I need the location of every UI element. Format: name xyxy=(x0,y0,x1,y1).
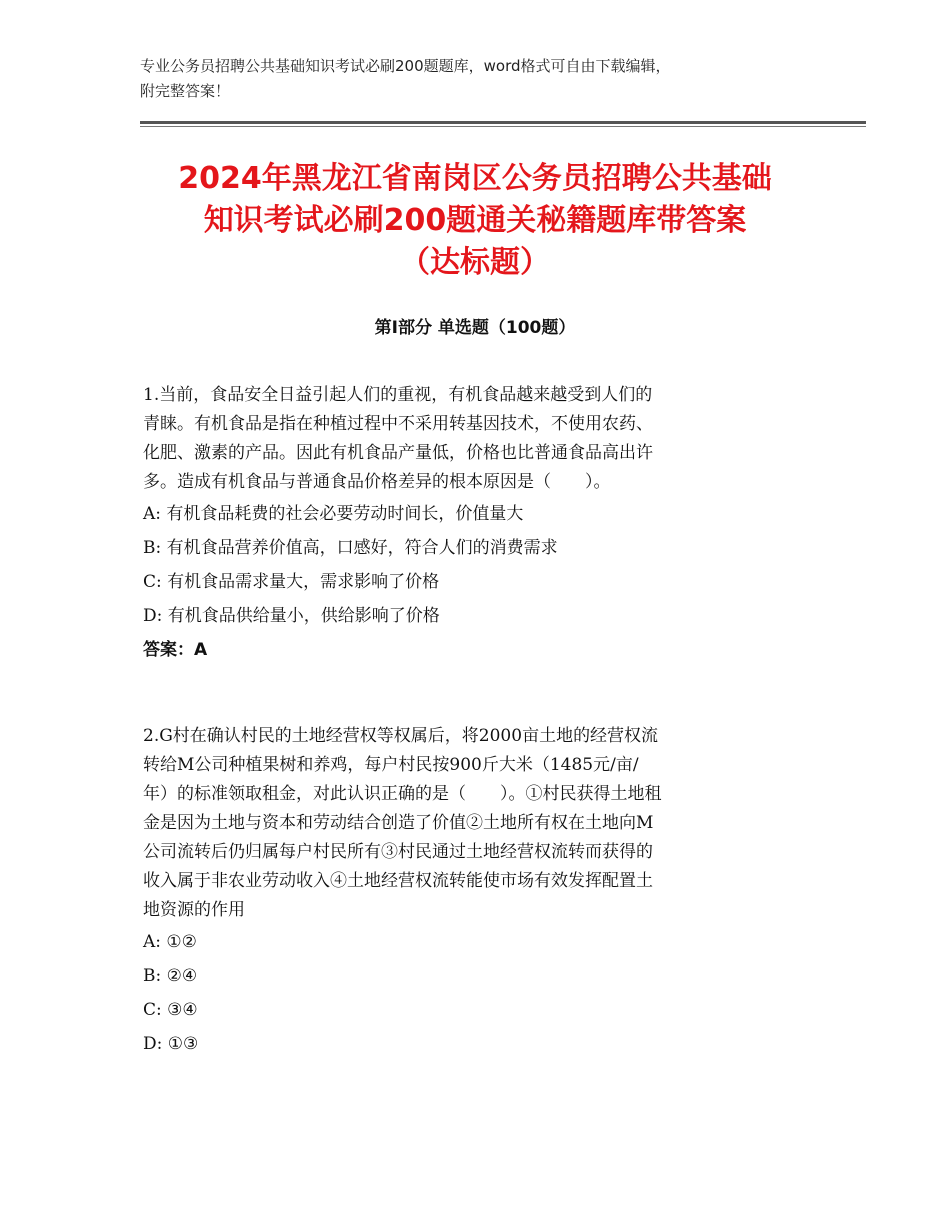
title-line-1: 2024年黑龙江省南岗区公务员招聘公共基础 xyxy=(178,161,772,196)
header-divider-thick xyxy=(140,121,866,124)
question-1-answer: 答案：A xyxy=(143,640,208,660)
question-2-option-d: D: ①③ xyxy=(143,1034,199,1054)
question-2-option-a: A: ①② xyxy=(143,932,197,952)
header-divider-thin xyxy=(140,126,866,127)
question-1-stem: 1.当前，食品安全日益引起人们的重视，有机食品越来越受到人们的 青睐。有机食品是指在种植过程中不采用转基因技术，不使用农药、 化肥、激素的产品。因此有机食品产量低，价格也比普通食品高出许 多。造成有机食品与普通食品价格差异的根本原因是（ ）。 xyxy=(143,385,653,492)
header-note-line-2: 附完整答案！ xyxy=(140,82,231,100)
section-title: 第Ⅰ部分 单选题（100题） xyxy=(374,318,576,338)
title-line-2: 知识考试必刷200题通关秘籍题库带答案 xyxy=(203,203,747,238)
question-1-option-a: A: 有机食品耗费的社会必要劳动时间长，价值量大 xyxy=(143,504,524,524)
question-2-stem: 2.G村在确认村民的土地经营权等权属后，将2000亩土地的经营权流 转给M公司种植果树和养鸡，每户村民按900斤大米（1485元/亩/ 年）的标准领取租金，对此认识正确的是（ ）。①村民获得土地租 金是因为土地与资本和劳动结合创造了价值②土地所有权在土地向M 公司流转后仍归属每户村民所有③村民通过土地经营权流转而获得的 收入属于非农业劳动收入④土地经营权流转能使市场有效发挥配置土 地资源的作用 xyxy=(143,726,662,920)
question-2-option-b: B: ②④ xyxy=(143,966,198,986)
question-2 xyxy=(143,722,803,1061)
header-note xyxy=(140,54,830,104)
question-1-option-b: B: 有机食品营养价值高，口感好，符合人们的消费需求 xyxy=(143,538,558,558)
question-1-option-c: C: 有机食品需求量大，需求影响了价格 xyxy=(143,572,440,592)
document-title xyxy=(100,158,850,284)
header-note-line-1: 专业公务员招聘公共基础知识考试必刷200题题库，word格式可自由下载编辑， xyxy=(140,57,671,75)
title-line-3: （达标题） xyxy=(400,245,550,280)
question-1-option-d: D: 有机食品供给量小，供给影响了价格 xyxy=(143,606,440,626)
question-2-option-c: C: ③④ xyxy=(143,1000,198,1020)
question-1 xyxy=(143,381,803,667)
